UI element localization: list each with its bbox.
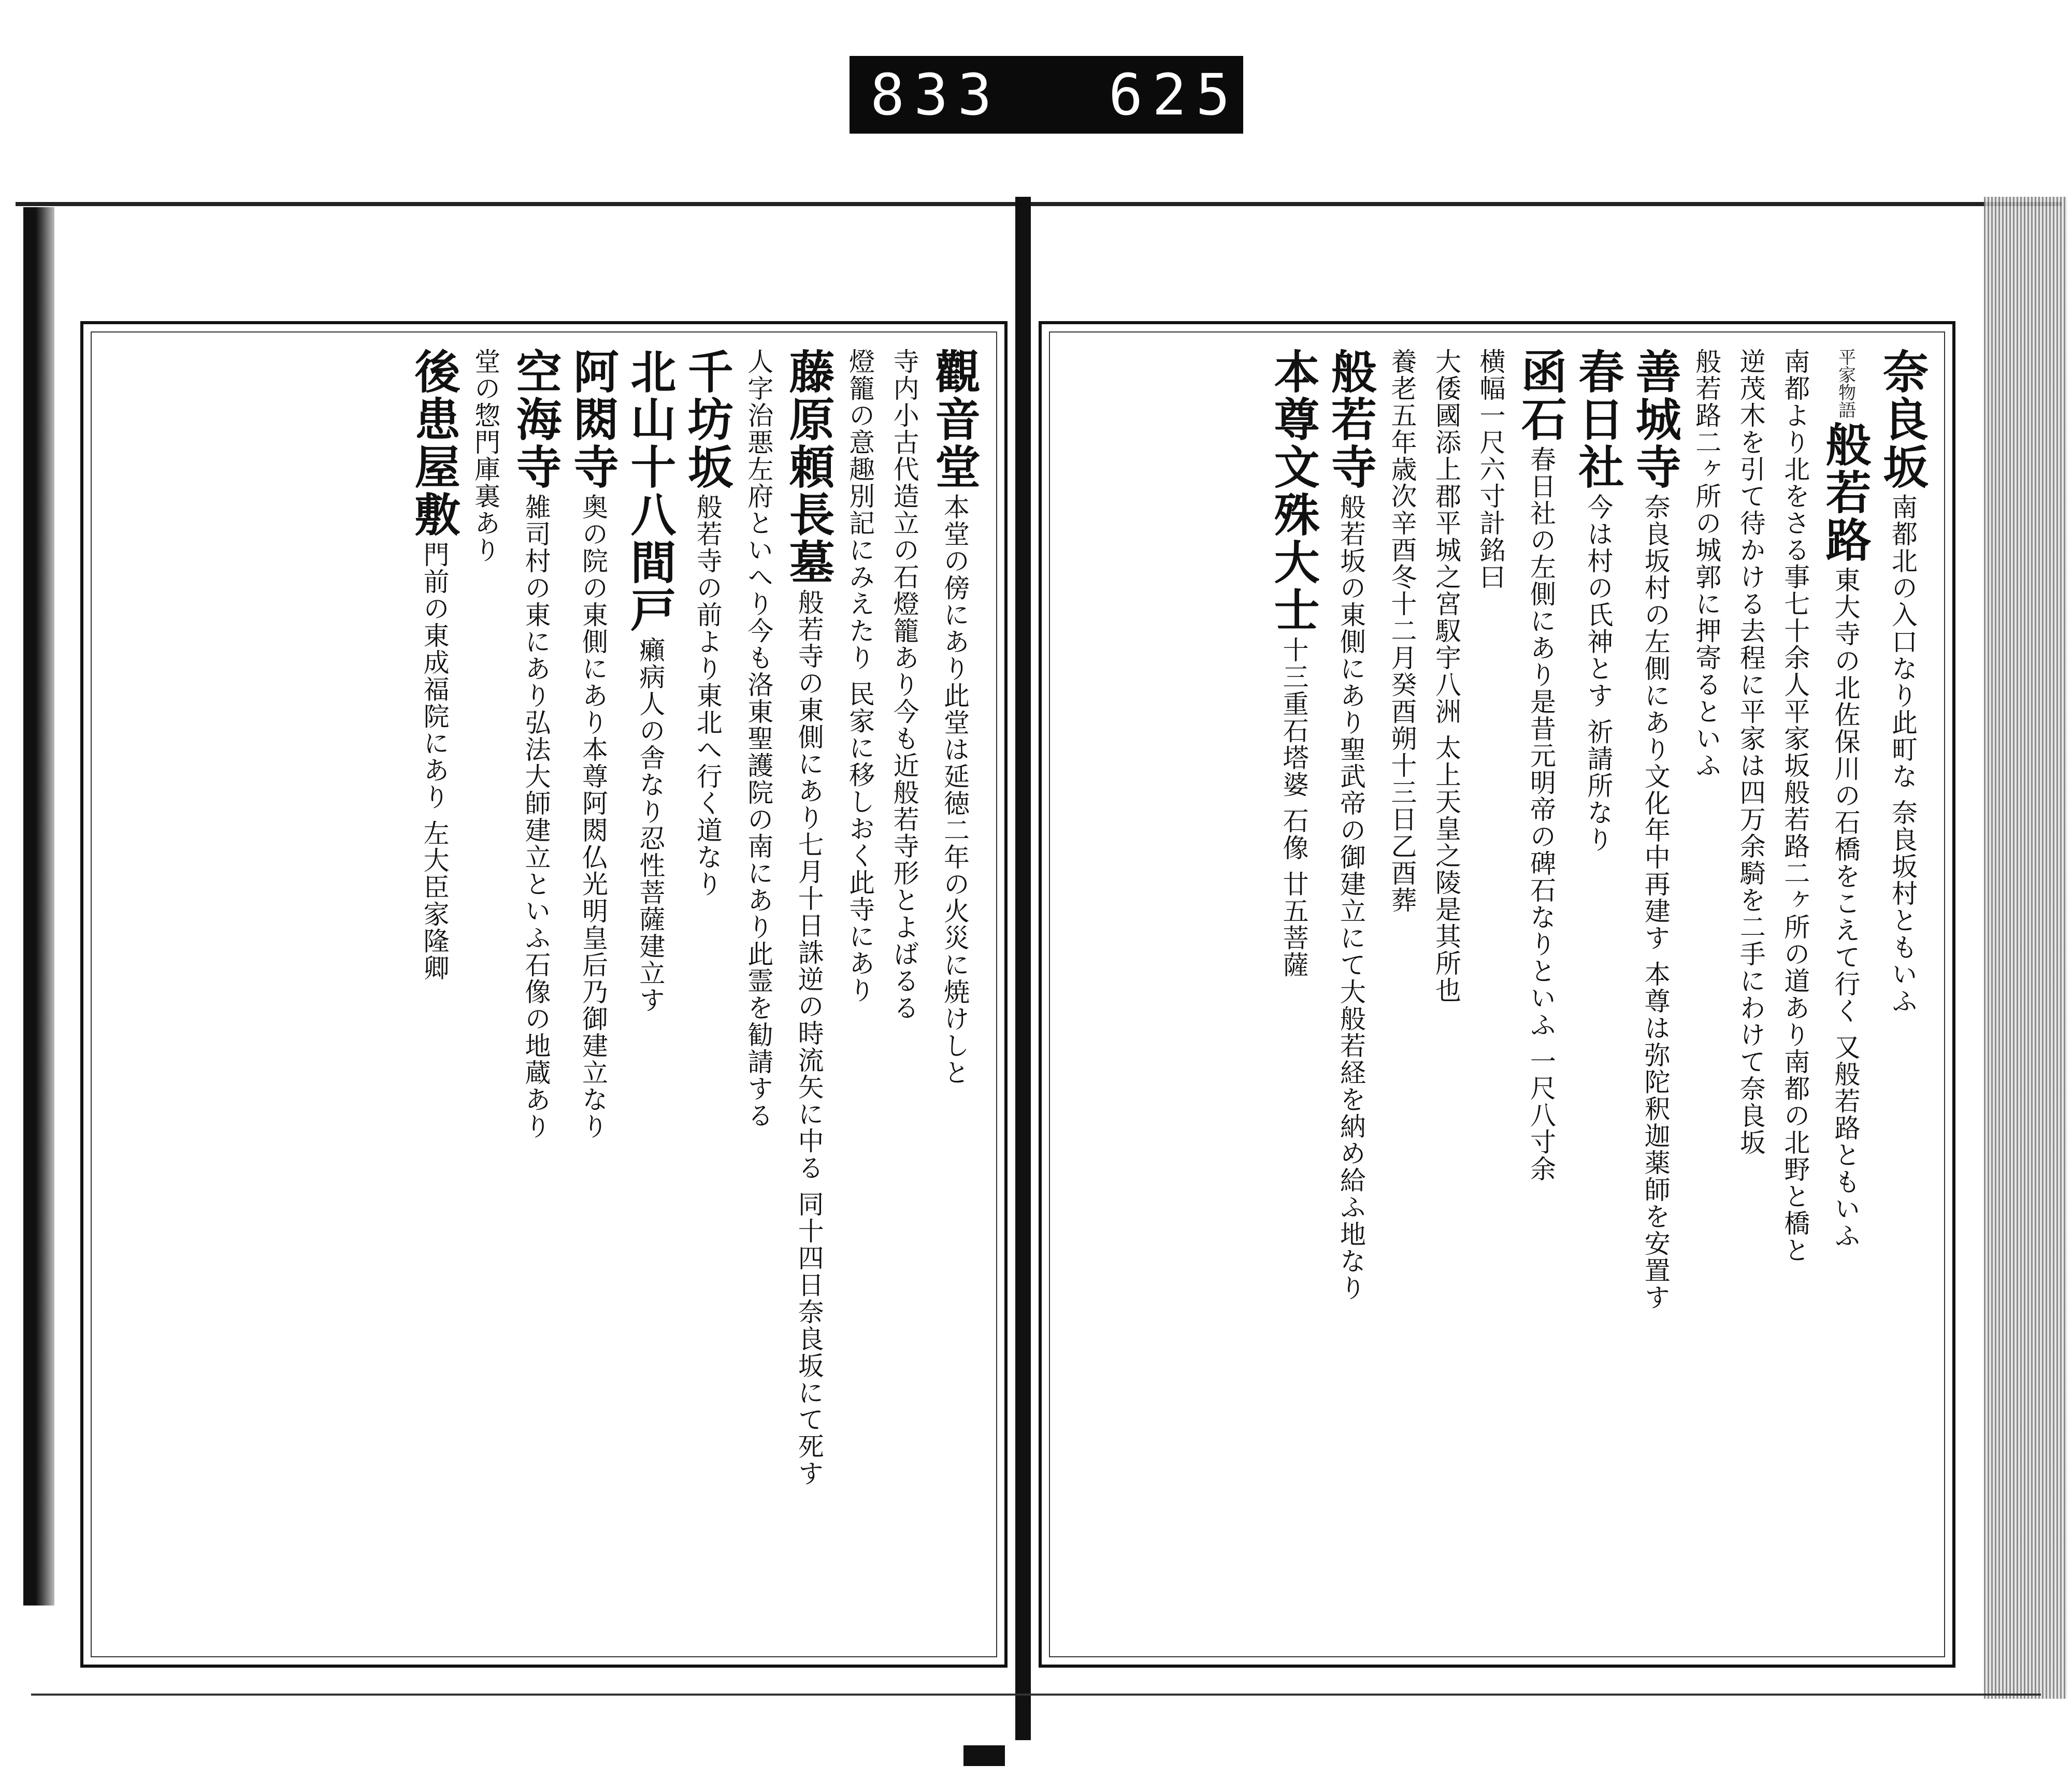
entry-body: 大倭國添上郡平城之宮馭宇八洲 太上天皇之陵是其所也 <box>1431 348 1462 1004</box>
entry <box>741 348 776 1641</box>
entry <box>680 348 735 1641</box>
entry <box>1324 348 1378 1641</box>
entry-body: 南都より北をさる事七十余人平家坂般若路二ヶ所の道あり南都の北野と橋と <box>1780 348 1810 1264</box>
entry-body: 十三重石塔婆 石像 廿五菩薩 <box>1278 637 1309 978</box>
entry-title: 觀音堂 <box>928 348 982 491</box>
entry-body: 燈籠の意趣別記にみえたり 民家に移しおく此寺にあり <box>845 348 875 1004</box>
entry <box>1473 348 1508 1641</box>
entry-title: 善城寺 <box>1628 348 1682 491</box>
entry-body: 癩病人の舎なり忍性菩薩建立す <box>635 637 666 1014</box>
entry <box>1777 348 1812 1641</box>
entry-title: 般若寺 <box>1324 348 1378 491</box>
entry-body: 養老五年歳次辛酉冬十二月癸酉朔十三日乙酉葬 <box>1387 348 1417 914</box>
entry-note: 平家物語 <box>1835 348 1856 418</box>
catalog-number-tag <box>850 56 1243 134</box>
entry <box>1429 348 1464 1641</box>
entry-title: 奈良坂 <box>1876 348 1930 491</box>
entry-body: 奈良坂村の左側にあり文化年中再建す 本尊は弥陀釈迦薬師を安置す <box>1640 494 1671 1311</box>
left-page-text <box>91 331 997 1657</box>
entry <box>886 348 922 1641</box>
right-page <box>1039 321 1955 1668</box>
entry <box>509 348 563 1641</box>
entry <box>1733 348 1768 1641</box>
catalog-number-left: 833 <box>870 62 1001 128</box>
entry <box>842 348 877 1641</box>
entry <box>407 348 462 1641</box>
entry-title: 般若路 <box>1818 421 1873 565</box>
entry <box>1384 348 1419 1641</box>
entry <box>1628 348 1682 1641</box>
book-edge-right <box>1984 197 2067 1699</box>
entry <box>1876 348 1930 1641</box>
entry-body: 本堂の傍にあり此堂は延徳二年の火災に焼けしと <box>940 494 970 1087</box>
entry <box>1818 348 1873 1641</box>
entry <box>1689 348 1724 1641</box>
entry-title: 空海寺 <box>509 348 563 491</box>
entry <box>928 348 982 1641</box>
catalog-number-right: 625 <box>1109 62 1240 128</box>
left-page <box>80 321 1008 1668</box>
page-bottom-line <box>31 1694 2041 1696</box>
entry-body: 逆茂木を引て待かける去程に平家は四万余騎を二手にわけて奈良坂 <box>1735 348 1766 1156</box>
entry <box>623 348 678 1641</box>
book-spine <box>1015 197 1031 1740</box>
entry-body: 雑司村の東にあり弘法大師建立といふ石像の地蔵あり <box>521 494 551 1140</box>
entry-title: 阿閦寺 <box>566 348 620 491</box>
entry-body: 般若坂の東側にあり聖武帝の御建立にて大般若経を納め給ふ地なり <box>1336 494 1366 1302</box>
entry-body: 南都北の入口なり此町な 奈良坂村ともいふ <box>1888 494 1918 1015</box>
entry <box>782 348 836 1641</box>
entry <box>468 348 503 1641</box>
folio-marker <box>963 1745 1005 1766</box>
book-edge-left <box>23 207 54 1606</box>
entry-title: 後患屋敷 <box>407 348 462 539</box>
entry-body: 般若寺の東側にあり七月十日誅逆の時流矢に中る 同十四日奈良坂にて死す <box>794 589 824 1487</box>
entry-title: 北山十八間戸 <box>623 348 678 634</box>
entry-body: 今は村の氏神とす 祈請所なり <box>1583 494 1614 853</box>
entry-body: 般若路二ヶ所の城郭に押寄るといふ <box>1691 348 1722 779</box>
entry-title: 函石 <box>1514 348 1568 443</box>
entry-title: 本尊文殊大士 <box>1267 348 1321 634</box>
entry-title: 春日社 <box>1571 348 1625 491</box>
entry <box>566 348 620 1641</box>
entry-body: 般若寺の前より東北へ行く道なり <box>692 494 723 898</box>
entry-body: 奥の院の東側にあり本尊阿閦仏光明皇后乃御建立なり <box>578 494 608 1140</box>
entry-body: 門前の東成福院にあり 左大臣家隆卿 <box>419 541 450 981</box>
entry-body: 堂の惣門庫裏あり <box>470 348 501 563</box>
entry <box>1514 348 1568 1641</box>
right-page-text <box>1049 331 1945 1657</box>
entry-body: 東大寺の北佐保川の石橋をこえて行く 又般若路ともいふ <box>1830 567 1861 1250</box>
entry-title: 千坊坂 <box>680 348 735 491</box>
entry-body: 人字治悪左府といへり今も洛東聖護院の南にあり此霊を勧請する <box>743 348 774 1129</box>
entry <box>1571 348 1625 1641</box>
entry-body: 春日社の左側にあり是昔元明帝の碑石なりといふ 一尺八寸余 <box>1526 446 1556 1182</box>
entry-body: 寺内小古代造立の石燈籠あり今も近般若寺形とよばるる <box>889 348 919 1021</box>
entry-body: 横幅一尺六寸計銘曰 <box>1475 348 1506 590</box>
entry <box>1267 348 1321 1641</box>
entry-title: 藤原頼長墓 <box>782 348 836 586</box>
